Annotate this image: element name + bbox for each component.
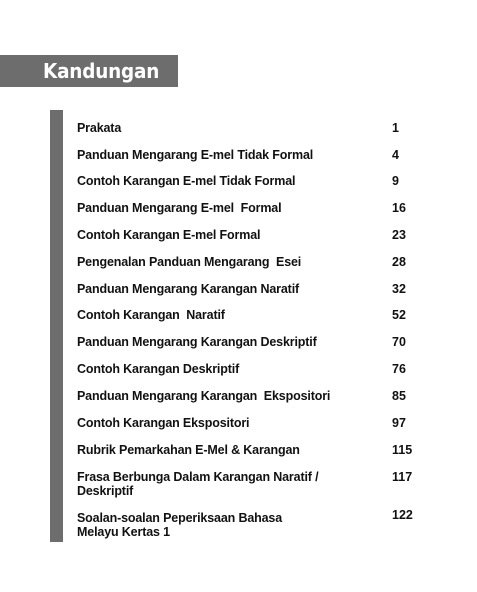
- toc-entry-title: Pengenalan Panduan Mengarang Esei: [77, 255, 302, 269]
- toc-entry-title: Panduan Mengarang Karangan Deskriptif: [77, 335, 317, 349]
- toc-entry-title: Frasa Berbunga Dalam Karangan Naratif / Deskriptif: [77, 470, 319, 498]
- toc-entry-page: 85: [392, 389, 406, 403]
- toc-entry-page: 16: [392, 201, 406, 215]
- toc-entry-title: Panduan Mengarang Karangan Naratif: [77, 282, 300, 296]
- toc-entry-page: 122: [392, 508, 413, 522]
- page-title: Kandungan: [43, 59, 160, 83]
- toc-entry-page: 76: [392, 362, 406, 376]
- toc-entry-page: 115: [392, 443, 413, 457]
- toc-entry-title: Soalan-soalan Peperiksaan Bahasa Melayu Kertas 1: [77, 511, 283, 539]
- toc-entry-title: Rubrik Pemarkahan E-Mel & Karangan: [77, 443, 300, 457]
- toc-entry-title: Contoh Karangan Deskriptif: [77, 362, 240, 376]
- toc-entry-title: Panduan Mengarang E-mel Formal: [77, 201, 282, 215]
- toc-entry-page: 28: [392, 255, 406, 269]
- toc-entry-title: Prakata: [77, 121, 122, 135]
- toc-entry-page: 32: [392, 282, 406, 296]
- toc-entry-page: 117: [392, 470, 413, 484]
- toc-entry-title: Panduan Mengarang E-mel Tidak Formal: [77, 148, 314, 162]
- toc-entry-title: Contoh Karangan E-mel Formal: [77, 228, 261, 242]
- toc-entry-page: 52: [392, 308, 406, 322]
- toc-entry-title: Panduan Mengarang Karangan Ekspositori: [77, 389, 331, 403]
- toc-entry-title: Contoh Karangan Ekspositori: [77, 416, 250, 430]
- toc-entry-title: Contoh Karangan E-mel Tidak Formal: [77, 174, 296, 188]
- toc-entry-page: 97: [392, 416, 406, 430]
- toc-entry-page: 70: [392, 335, 406, 349]
- toc-entry-page: 1: [392, 121, 399, 135]
- toc-entry-page: 9: [392, 174, 399, 188]
- toc-entry-title: Contoh Karangan Naratif: [77, 308, 225, 322]
- toc-entry-page: 23: [392, 228, 406, 242]
- toc-entry-page: 4: [392, 148, 399, 162]
